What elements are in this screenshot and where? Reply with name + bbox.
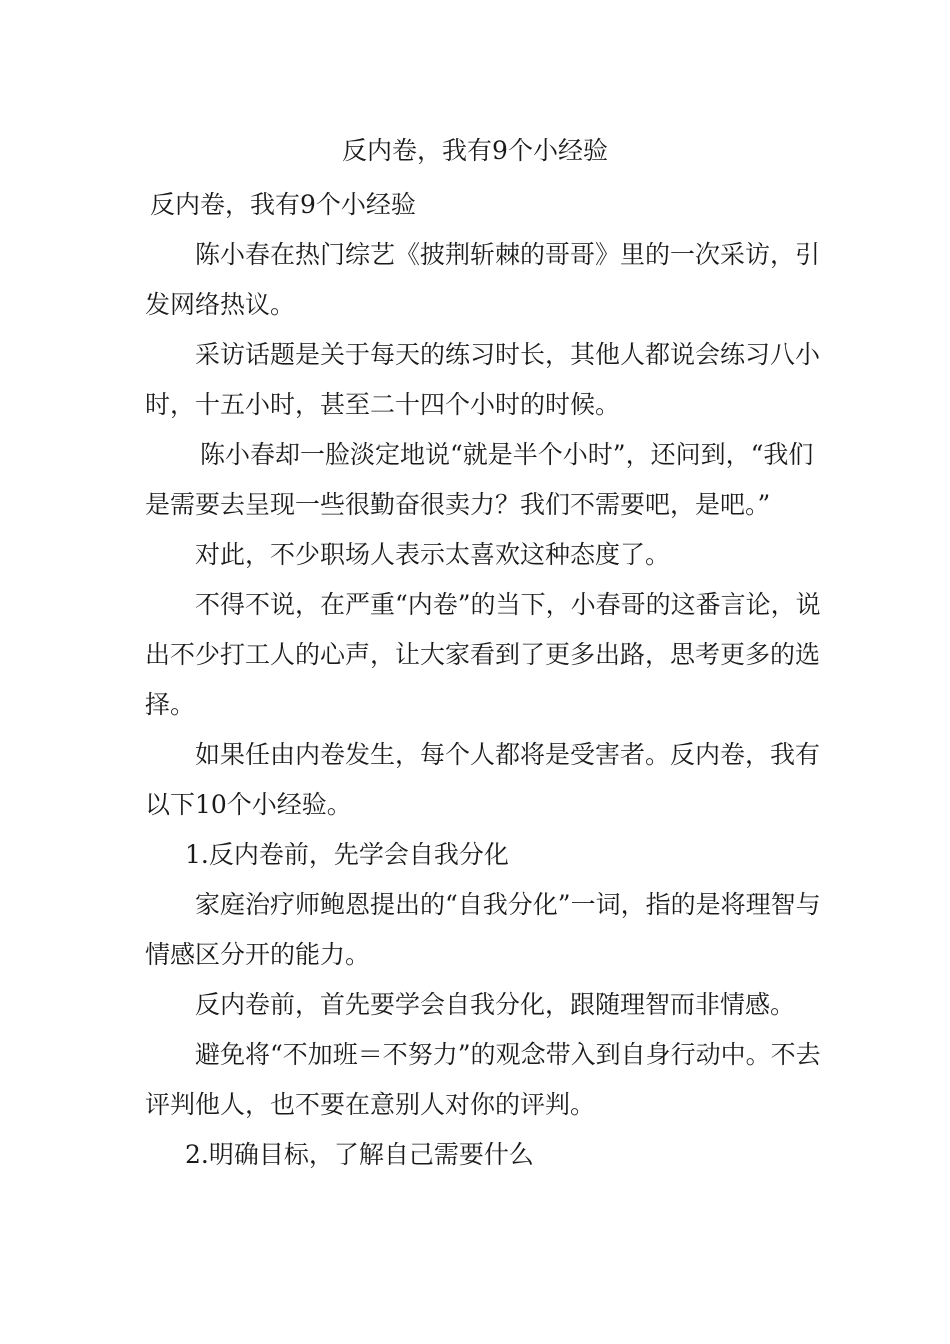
paragraph: 家庭治疗师鲍恩提出的“自我分化”一词，指的是将理智与情感区分开的能力。 [145,890,821,969]
paragraph: 如果任由内卷发生，每个人都将是受害者。反内卷，我有以下10个小经验。 [145,740,821,819]
paragraph: 采访话题是关于每天的练习时长，其他人都说会练习八小时，十五小时，甚至二十四个小时的时候。 [145,340,821,419]
paragraph: 对此，不少职场人表示太喜欢这种态度了。 [195,540,671,569]
paragraph: 反内卷前，首先要学会自我分化，跟随理智而非情感。 [195,990,796,1019]
paragraph: 避免将“不加班＝不努力”的观念带入到自身行动中。不去评判他人，也不要在意别人对你的评判。 [145,1040,821,1119]
document-subtitle: 反内卷，我有9个小经验 [150,190,416,219]
paragraph: 不得不说，在严重“内卷”的当下，小春哥的这番言论，说出不少打工人的心声，让大家看到了更多出路，思考更多的选择。 [145,590,821,719]
paragraph: 陈小春在热门综艺《披荆斩棘的哥哥》里的一次采访，引发网络热议。 [145,240,821,319]
document-body [145,180,835,1180]
paragraph: 陈小春却一脸淡定地说“就是半个小时”，还问到，“我们是需要去呈现一些很勤奋很卖力？我们不需要吧，是吧。” [145,440,814,519]
document-title: 反内卷，我有9个小经验 [342,136,608,165]
section-heading: 2.明确目标，了解自己需要什么 [185,1140,534,1169]
section-heading: 1.反内卷前，先学会自我分化 [185,840,509,869]
